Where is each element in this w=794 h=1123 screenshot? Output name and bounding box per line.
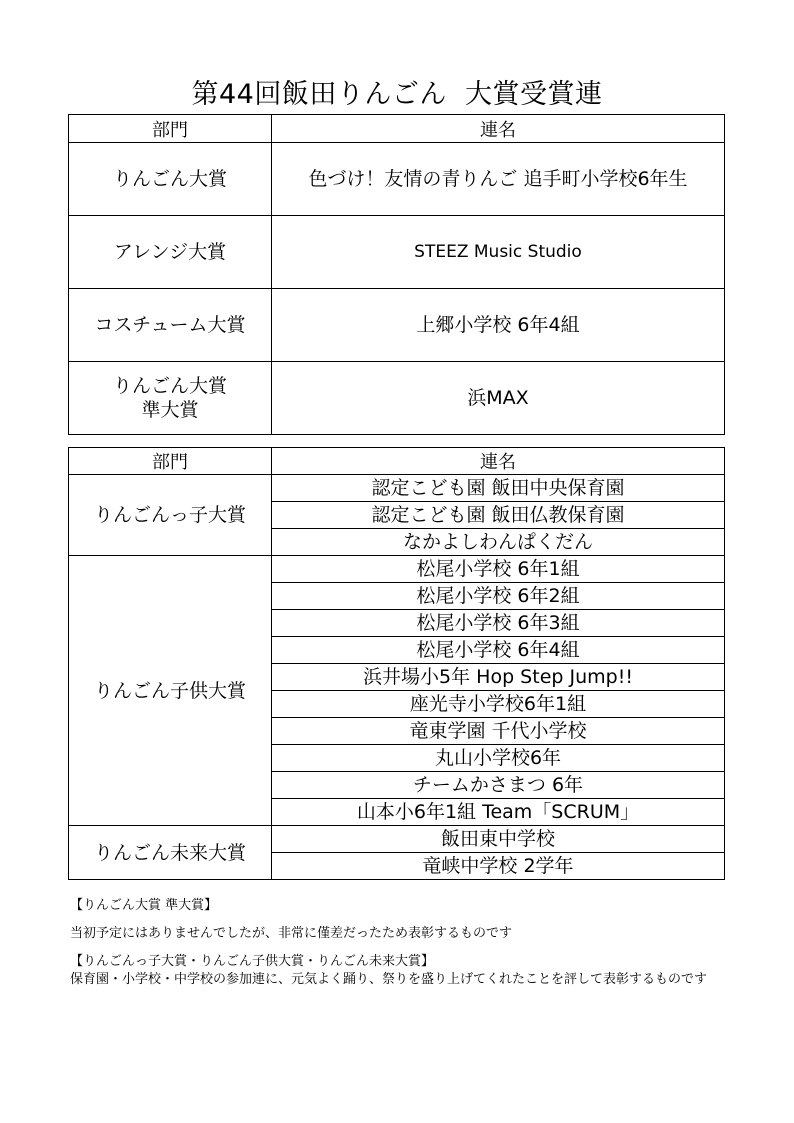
header-team: 連名 — [272, 115, 725, 143]
table-row — [69, 826, 725, 853]
header-category: 部門 — [69, 115, 272, 143]
award-winner: 浜井場小5年 Hop Step Jump!! — [272, 664, 725, 691]
main-awards-table — [68, 114, 725, 435]
youth-awards-table — [68, 447, 725, 880]
award-category: りんごん子供大賞 — [69, 556, 272, 826]
table-header-row — [69, 115, 725, 143]
award-winner: 山本小6年1組 Team「SCRUM」 — [272, 799, 725, 826]
header-team: 連名 — [272, 448, 725, 475]
award-winner: 丸山小学校6年 — [272, 745, 725, 772]
award-winner: なかよしわんぱくだん — [272, 529, 725, 556]
table-row — [69, 556, 725, 583]
award-category: アレンジ大賞 — [69, 216, 272, 289]
award-winner: 松尾小学校 6年3組 — [272, 610, 725, 637]
award-winner: 色づけ！友情の青りんご 追手町小学校6年生 — [272, 143, 725, 216]
table-row — [69, 289, 725, 362]
notes-section — [70, 897, 730, 989]
table-row — [69, 475, 725, 502]
table-row — [69, 216, 725, 289]
award-category: りんごんっ子大賞 — [69, 475, 272, 556]
table-row — [69, 143, 725, 216]
note-heading: 【りんごん大賞 準大賞】 — [70, 898, 218, 913]
award-winner: 座光寺小学校6年1組 — [272, 691, 725, 718]
award-category — [69, 362, 272, 435]
award-category: コスチューム大賞 — [69, 289, 272, 362]
award-category: りんごん未来大賞 — [69, 826, 272, 880]
award-category-line1: りんごん大賞 — [112, 375, 227, 397]
award-winner: 竜峡中学校 2学年 — [272, 853, 725, 880]
note-body: 当初予定にはありませんでしたが、非常に僅差だったため表彰するものです — [70, 926, 513, 941]
table-row — [69, 362, 725, 435]
header-category: 部門 — [69, 448, 272, 475]
award-winner: 上郷小学校 6年4組 — [272, 289, 725, 362]
table-header-row — [69, 448, 725, 475]
note-body: 保育園・小学校・中学校の参加連に、元気よく踊り、祭りを盛り上げてくれたことを評して表彰するものです — [70, 972, 708, 987]
note-heading: 【りんごんっ子大賞・りんごん子供大賞・りんごん未来大賞】 — [70, 954, 435, 969]
award-winner: 認定こども園 飯田仏教保育園 — [272, 502, 725, 529]
award-category-line2: 準大賞 — [141, 399, 199, 421]
award-winner: 松尾小学校 6年1組 — [272, 556, 725, 583]
award-winner: 浜MAX — [272, 362, 725, 435]
award-winner: 松尾小学校 6年4組 — [272, 637, 725, 664]
award-winner: チームかさまつ 6年 — [272, 772, 725, 799]
award-winner: STEEZ Music Studio — [272, 216, 725, 289]
award-category: りんごん大賞 — [69, 143, 272, 216]
award-winner: 竜東学園 千代小学校 — [272, 718, 725, 745]
award-winner: 認定こども園 飯田中央保育園 — [272, 475, 725, 502]
award-winner: 飯田東中学校 — [272, 826, 725, 853]
award-winner: 松尾小学校 6年2組 — [272, 583, 725, 610]
page-title: 第44回飯田りんごん 大賞受賞連 — [191, 79, 603, 110]
